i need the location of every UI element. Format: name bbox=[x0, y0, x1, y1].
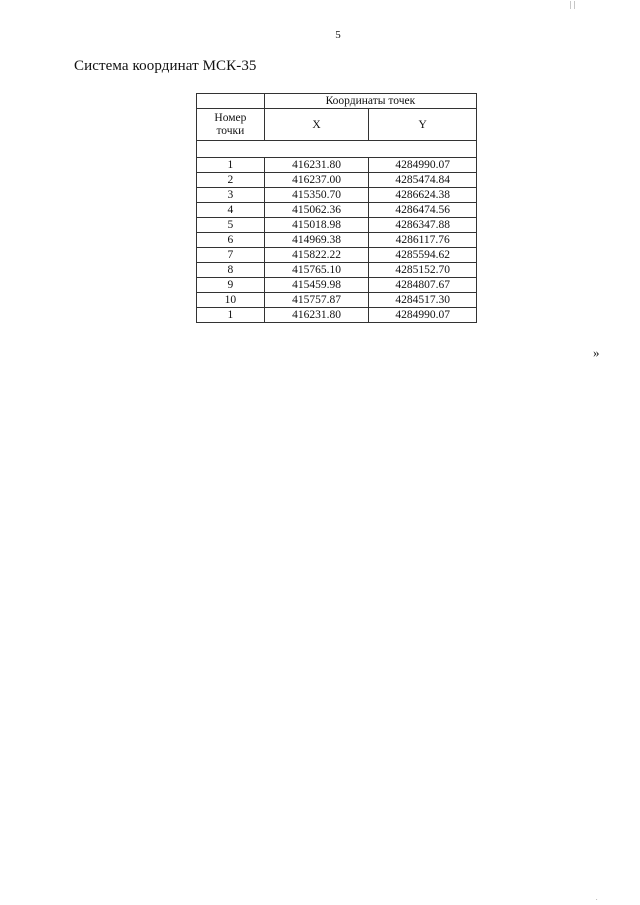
cell-x: 415459.98 bbox=[264, 278, 369, 293]
table-row bbox=[197, 173, 477, 188]
coordinates-table bbox=[196, 93, 477, 323]
cell-point-number: 5 bbox=[197, 218, 265, 233]
cell-x: 415018.98 bbox=[264, 218, 369, 233]
cell-y: 4284990.07 bbox=[369, 308, 477, 323]
table-row bbox=[197, 188, 477, 203]
cell-x: 415822.22 bbox=[264, 248, 369, 263]
table-row bbox=[197, 233, 477, 248]
cell-x: 416231.80 bbox=[264, 158, 369, 173]
closing-quote: » bbox=[593, 345, 600, 360]
cell-y: 4286117.76 bbox=[369, 233, 477, 248]
cell-y: 4285152.70 bbox=[369, 263, 477, 278]
cell-x: 415062.36 bbox=[264, 203, 369, 218]
header-y: Y bbox=[369, 109, 477, 141]
cell-point-number: 2 bbox=[197, 173, 265, 188]
cell-point-number: 8 bbox=[197, 263, 265, 278]
table-row bbox=[197, 218, 477, 233]
cell-y: 4286347.88 bbox=[369, 218, 477, 233]
table-header-group-row bbox=[197, 94, 477, 109]
cell-x: 415757.87 bbox=[264, 293, 369, 308]
table-row bbox=[197, 248, 477, 263]
corner-mark: | | bbox=[570, 0, 576, 9]
header-point-number bbox=[197, 109, 265, 141]
table-row bbox=[197, 308, 477, 323]
cell-point-number: 3 bbox=[197, 188, 265, 203]
table-header-row bbox=[197, 109, 477, 141]
cell-x: 414969.38 bbox=[264, 233, 369, 248]
table-row bbox=[197, 158, 477, 173]
coordinates-table-body bbox=[197, 141, 477, 323]
cell-x: 415350.70 bbox=[264, 188, 369, 203]
cell-point-number: 4 bbox=[197, 203, 265, 218]
cell-point-number: 6 bbox=[197, 233, 265, 248]
cell-y: 4284517.30 bbox=[369, 293, 477, 308]
cell-x: 416231.80 bbox=[264, 308, 369, 323]
cell-y: 4286624.38 bbox=[369, 188, 477, 203]
page-number: 5 bbox=[335, 29, 341, 41]
header-point-number-label: Номер точки bbox=[214, 111, 247, 137]
cell-y: 4284990.07 bbox=[369, 158, 477, 173]
cell-point-number: 9 bbox=[197, 278, 265, 293]
table-row bbox=[197, 203, 477, 218]
cell-point-number: 1 bbox=[197, 308, 265, 323]
cell-point-number: 7 bbox=[197, 248, 265, 263]
cell-x: 416237.00 bbox=[264, 173, 369, 188]
cell-y: 4286474.56 bbox=[369, 203, 477, 218]
table-row bbox=[197, 278, 477, 293]
cell-y: 4285474.84 bbox=[369, 173, 477, 188]
table-row bbox=[197, 263, 477, 278]
coordinate-system-title: Система координат МСК-35 bbox=[74, 58, 257, 74]
table-spacer-row bbox=[197, 141, 477, 158]
cell-point-number: 10 bbox=[197, 293, 265, 308]
header-x: X bbox=[264, 109, 369, 141]
table-row bbox=[197, 293, 477, 308]
header-empty-cell bbox=[197, 94, 265, 109]
spacer-cell bbox=[197, 141, 477, 158]
dot-mark: . bbox=[596, 896, 598, 902]
cell-point-number: 1 bbox=[197, 158, 265, 173]
cell-y: 4285594.62 bbox=[369, 248, 477, 263]
cell-x: 415765.10 bbox=[264, 263, 369, 278]
cell-y: 4284807.67 bbox=[369, 278, 477, 293]
header-coordinates-group: Координаты точек bbox=[264, 94, 476, 109]
